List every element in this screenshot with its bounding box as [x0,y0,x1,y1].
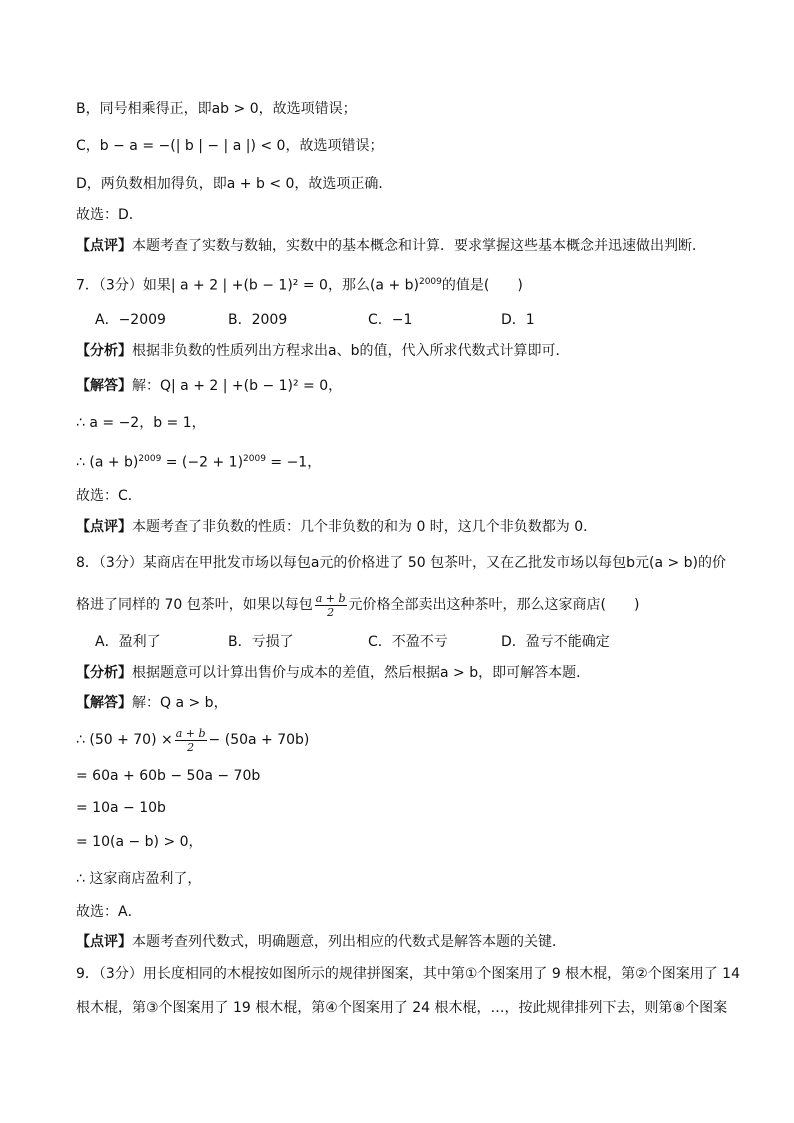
solution-tag: 【解答】 [76,378,132,394]
q8-conclusion: ∴ 这家商店盈利了， [76,871,202,887]
q6-answer: 故选：D． [76,207,143,223]
q8-step-3: = 10a − 10b [76,800,166,816]
option-c-explanation: C，b − a = −(| b | − | a |) < 0，故选项错误； [76,138,384,154]
question-8-line-2 [76,590,639,620]
q8-frac-num: a + b [315,591,346,605]
q7-options [95,310,595,330]
comment-tag: 【点评】 [76,519,132,535]
q8-frac-den: 2 [327,605,335,619]
q7-analysis [76,341,569,361]
q7-answer: 故选：C． [76,488,142,504]
step2-exp2: 2009 [243,454,266,464]
q7-option-a: A．−2009 [95,312,166,328]
comment-tag: 【点评】 [76,934,132,950]
q8-option-a: A．盈利了 [95,634,161,650]
solution-text: 解：Q| a + 2 | +(b − 1)² = 0， [132,378,343,394]
question-7 [76,272,523,296]
analysis-tag: 【分析】 [76,343,132,359]
q8-step-1 [76,725,309,755]
q7-step-2 [76,449,321,473]
step1-a: ∴ (50 + 70) × [76,732,173,748]
question-8-line-1: 8．（3分）某商店在甲批发市场以每包a元的价格进了 50 包茶叶，又在乙批发市场以每包b元(a > b)的价 [76,555,727,571]
q7-exponent: 2009 [418,277,442,287]
comment-tag: 【点评】 [76,238,132,254]
question-9-line-1: 9．（3分）用长度相同的木棍按如图所示的规律拼图案，其中第①个图案用了 9 根木棍，第②个图案用了 14 [76,966,740,982]
solution-text: 解：Q a > b， [132,695,228,711]
q7-solution [76,376,342,396]
step2-e: = −1， [265,454,322,471]
analysis-text: 根据题意可以计算出售价与成本的差值，然后根据a > b，即可解答本题． [132,665,591,681]
q8-comment [76,932,566,952]
question-9-line-2: 根木棍，第③个图案用了 19 根木棍，第④个图案用了 24 根木棍，…，按此规律排列下去，则第⑧个图案 [76,1000,728,1016]
step1-fraction [175,727,207,754]
q7-text-d: 的值是( ) [441,277,523,294]
comment-text: 本题考查列代数式，明确题意，列出相应的代数式是解答本题的关键． [132,934,566,950]
q8-step-4: = 10(a − b) > 0， [76,834,203,850]
q6-comment [76,236,706,256]
step1-b: − (50a + 70b) [208,732,310,748]
comment-text: 本题考查了非负数的性质：几个非负数的和为 0 时，这几个非负数都为 0． [132,519,598,535]
step1-frac-den: 2 [187,740,195,754]
q7-comment [76,517,597,537]
q8-option-b: B．亏损了 [228,634,294,650]
q7-option-b: B．2009 [228,312,288,328]
q7-text-b: ² = 0，那么(a + b) [292,277,419,294]
q7-option-c: C．−1 [368,312,413,328]
q7-option-d: D．1 [501,312,535,328]
q8-solution [76,693,228,713]
analysis-text: 根据非负数的性质列出方程求出a、b的值，代入所求代数式计算即可． [132,343,570,359]
analysis-tag: 【分析】 [76,665,132,681]
option-d-explanation: D，两负数相加得负，即a + b < 0，故选项正确． [76,176,393,192]
q8-analysis [76,663,590,683]
q8-answer: 故选：A． [76,904,142,920]
q8-fraction [315,592,347,619]
step1-frac-num: a + b [175,726,206,740]
q8-step-2: = 60a + 60b − 50a − 70b [76,768,261,784]
solution-tag: 【解答】 [76,695,132,711]
q7-step-1: ∴ a = −2，b = 1， [76,415,206,431]
comment-text: 本题考查了实数与数轴，实数中的基本概念和计算．要求掌握这些基本概念并迅速做出判断． [132,238,706,254]
q8-options [95,632,655,652]
q8-text-a: 格进了同样的 70 包茶叶，如果以每包 [76,597,313,613]
option-b-explanation: B，同号相乘得正，即ab > 0，故选项错误； [76,101,357,117]
q8-text-b: 元价格全部卖出这种茶叶，那么这家商店( ) [348,597,640,613]
step2-a: ∴ (a + b) [76,454,139,471]
q8-option-c: C．不盈不亏 [368,634,448,650]
step2-exp1: 2009 [138,454,162,464]
step2-c: = (−2 + 1) [161,454,244,471]
q7-text-a: 7．（3分）如果| a + 2 | +(b − 1) [76,277,293,294]
q8-option-d: D．盈亏不能确定 [501,634,610,650]
